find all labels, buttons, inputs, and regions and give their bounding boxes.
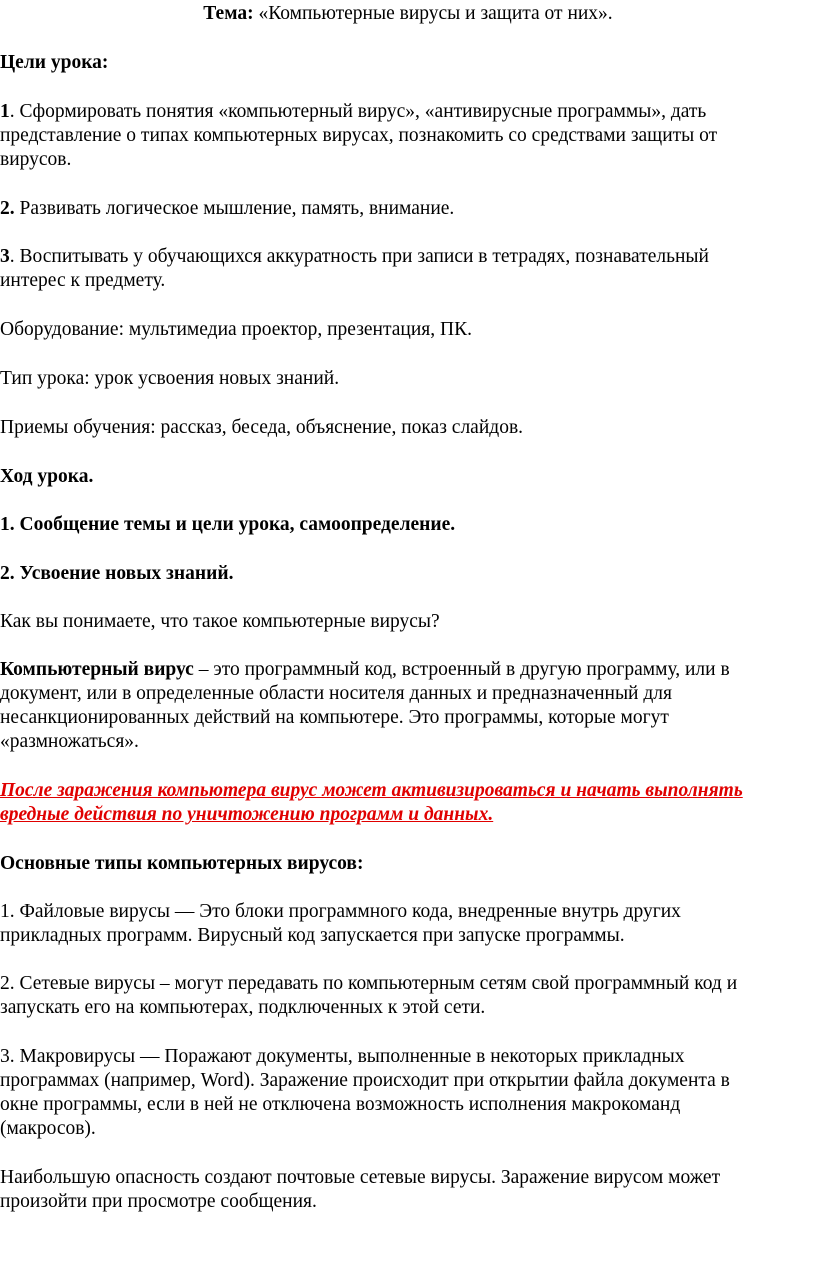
warning-line-1: После заражения компьютера вирус может активизироваться и начать выполнять (0, 780, 743, 801)
type-2-line-2: запускать его на компьютерах, подключенных к этой сети. (0, 997, 486, 1018)
definition-line-4: «размножаться». (0, 731, 139, 752)
topic-line (0, 2, 816, 26)
goal-1-line-2: представление о типах компьютерных вирусах, познакомить со средствами защиты от (0, 125, 718, 146)
goals-heading: Цели урока: (0, 52, 109, 73)
topic-text: «Компьютерные вирусы и защита от них». (253, 3, 613, 24)
type-1-line-1: 1. Файловые вирусы — Это блоки программного кода, внедренные внутрь других (0, 901, 681, 922)
type-3-line-2: программах (например, Word). Заражение происходит при открытии файла документа в (0, 1070, 730, 1091)
type-1-line-2: прикладных программ. Вирусный код запускается при запуске программы. (0, 925, 625, 946)
teaching-methods: Приемы обучения: рассказ, беседа, объяснение, показ слайдов. (0, 417, 524, 438)
step-1-heading: 1. Сообщение темы и цели урока, самоопределение. (0, 514, 456, 535)
question: Как вы понимаете, что такое компьютерные вирусы? (0, 611, 440, 632)
type-3-line-1: 3. Макровирусы — Поражают документы, выполненные в некоторых прикладных (0, 1046, 685, 1067)
course-heading: Ход урока. (0, 466, 94, 487)
danger-line-1: Наибольшую опасность создают почтовые сетевые вирусы. Заражение вирусом может (0, 1167, 721, 1188)
goal-1-line-3: вирусов. (0, 149, 72, 170)
goal-1-number: 1 (0, 101, 10, 122)
goal-2-number: 2. (0, 198, 15, 219)
definition-term: Компьютерный вирус (0, 659, 194, 680)
goal-3-line-2: интерес к предмету. (0, 270, 166, 291)
goal-3-number: 3 (0, 246, 10, 267)
lesson-type: Тип урока: урок усвоения новых знаний. (0, 368, 340, 389)
type-3-line-4: (макросов). (0, 1118, 96, 1139)
definition-line-3: несанкционированных действий на компьютере. Это программы, которые могут (0, 707, 669, 728)
goal-3-line-1: 3. Воспитывать у обучающихся аккуратность при записи в тетрадях, познавательный (0, 246, 709, 267)
danger-line-2: произойти при просмотре сообщения. (0, 1191, 317, 1212)
definition-line-1: Компьютерный вирус – это программный код, встроенный в другую программу, или в (0, 659, 730, 680)
types-heading: Основные типы компьютерных вирусов: (0, 853, 364, 874)
type-2-line-1: 2. Сетевые вирусы – могут передавать по компьютерным сетям свой программный код и (0, 973, 738, 994)
definition-line-2: документ, или в определенные области носителя данных и предназначенный для (0, 683, 672, 704)
goal-1-line-1: 1. Сформировать понятия «компьютерный вирус», «антивирусные программы», дать (0, 101, 707, 122)
equipment: Оборудование: мультимедиа проектор, презентация, ПК. (0, 319, 472, 340)
warning-line-2: вредные действия по уничтожению программ и данных. (0, 804, 494, 825)
type-3-line-3: окне программы, если в ней не отключена возможность исполнения макрокоманд (0, 1094, 681, 1115)
topic-label: Тема: (203, 3, 254, 24)
step-2-heading: 2. Усвоение новых знаний. (0, 563, 234, 584)
goal-2: 2. Развивать логическое мышление, память, внимание. (0, 198, 455, 219)
